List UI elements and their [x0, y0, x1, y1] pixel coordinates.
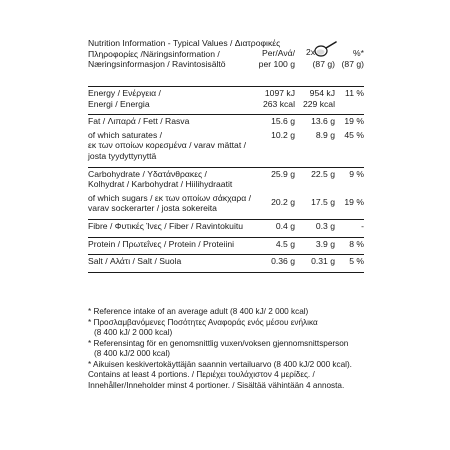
- row-label: Kolhydrat / Karbohydrat / Hiilihydraatit: [88, 179, 233, 190]
- value-per-100g: 25.9 g: [271, 168, 295, 179]
- row-energy: [88, 87, 364, 111]
- row-fat: [88, 115, 364, 129]
- row-label: Protein / Πρωτεΐνες / Protein / Proteiini: [88, 238, 235, 249]
- row-label: Energy / Ενέργεια /: [88, 88, 161, 98]
- value-per-100g: 1097 kJ: [264, 88, 295, 98]
- row-label: josta tyydyttynyttä: [88, 150, 157, 161]
- per-label: Per/Ανά/: [262, 48, 295, 58]
- footnote: (8 400 kJ/2 000 kcal): [94, 349, 171, 358]
- row-label: of which sugars / εκ των οποίων σάκχαρα /: [88, 192, 252, 203]
- value-pct: 19 %: [344, 196, 364, 207]
- row-carbohydrate: [88, 168, 364, 192]
- row-label: of which saturates /: [88, 129, 163, 140]
- value-per-100g: 0.36 g: [271, 256, 295, 267]
- value-per-portion: 22.5 g: [311, 168, 335, 179]
- header-line: Πληροφορίες /Näringsinformation /: [88, 48, 220, 59]
- value-per-portion: 3.9 g: [315, 238, 335, 249]
- row-label: Fibre / Φυτικές Ίνες / Fiber / Ravintokuitu: [88, 220, 244, 231]
- value-per-portion: 229 kcal: [302, 98, 335, 109]
- table-header: [88, 38, 364, 86]
- footnote: * Referensintag för en genomsnittlig vuxen/voksen gjennomsnittsperson: [88, 338, 349, 348]
- value-per-portion: 17.5 g: [311, 196, 335, 207]
- header-line: Nutrition Information - Typical Values / Διατροφικές: [88, 38, 281, 48]
- row-fibre: [88, 220, 364, 234]
- row-saturates: [88, 129, 364, 164]
- value-per-portion: 0.31 g: [311, 256, 335, 267]
- row-label: εκ των οποίων κορεσμένα / varav mättat /: [88, 140, 246, 151]
- row-label: Salt / Αλάτι / Salt / Suola: [88, 256, 182, 267]
- value-per-100g: 15.6 g: [271, 116, 295, 127]
- row-label: Energi / Energia: [88, 98, 150, 109]
- footnote: (8 400 kJ/ 2 000 kcal): [94, 328, 173, 337]
- value-pct: 8 %: [349, 238, 364, 249]
- portion-note: Innehåller/Inneholder minst 4 portioner. / Sisältää vähintään 4 annosta.: [88, 380, 345, 390]
- value-per-portion: 8.9 g: [315, 129, 335, 140]
- row-sugars: [88, 192, 364, 216]
- value-per-portion: 954 kJ: [309, 88, 335, 98]
- portion-multiplier: 2x: [306, 47, 316, 57]
- pct-label: %*: [353, 48, 364, 58]
- footnotes: [88, 307, 378, 391]
- portion-size: (87 g): [312, 59, 335, 69]
- value-per-portion: 0.3 g: [315, 220, 335, 231]
- row-protein: [88, 238, 364, 252]
- header-line: Næringsinformasjon / Ravintosisältö: [88, 59, 226, 70]
- value-per-100g: 263 kcal: [262, 98, 295, 109]
- value-per-100g: 4.5 g: [275, 238, 295, 249]
- nutrition-table: [88, 38, 364, 273]
- value-pct: 45 %: [344, 129, 364, 140]
- value-pct: 9 %: [349, 168, 364, 179]
- value-per-100g: 0.4 g: [275, 220, 295, 231]
- portion-note: Contains at least 4 portions. / Περιέχει τουλάχιστον 4 μερίδες. /: [88, 370, 315, 379]
- footnote: * Reference intake of an average adult (8 400 kJ/ 2 000 kcal): [88, 307, 309, 316]
- pct-portion-size: (87 g): [341, 59, 364, 69]
- per-100g-label: per 100 g: [258, 59, 295, 69]
- value-pct: -: [361, 220, 364, 231]
- row-label: varav sockerarter / josta sokereita: [88, 203, 217, 214]
- value-per-100g: 10.2 g: [271, 129, 295, 140]
- row-label: Carbohydrate / Υδατάνθρακες /: [88, 168, 207, 179]
- row-salt: [88, 255, 364, 269]
- row-label: Fat / Λιπαρά / Fett / Rasva: [88, 116, 190, 127]
- value-per-portion: 13.6 g: [311, 116, 335, 127]
- value-pct: 11 %: [345, 88, 364, 98]
- value-pct: 5 %: [349, 256, 364, 267]
- value-pct: 19 %: [344, 116, 364, 127]
- footnote: * Προσλαμβανόμενες Ποσότητες Αναφοράς ενός μέσου ενήλικα: [88, 317, 318, 327]
- footnote: * Aikuisen keskivertokäyttäjän saannin vertailuarvo (8 400 kJ/2 000 kcal).: [88, 359, 352, 369]
- value-per-100g: 20.2 g: [271, 196, 295, 207]
